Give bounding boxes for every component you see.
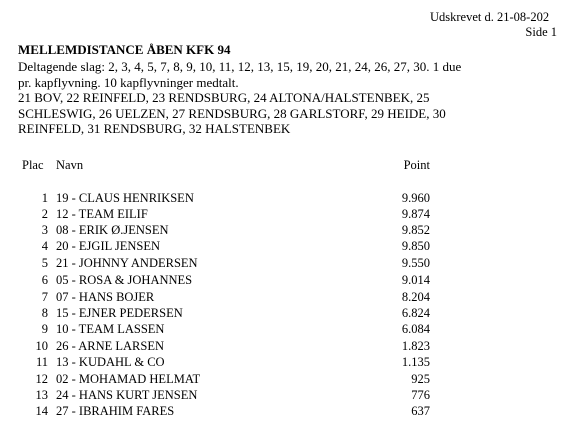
- row-point: 6.824: [401, 306, 430, 320]
- row-point: 8.204: [401, 290, 430, 304]
- description-line: 21 BOV, 22 REINFELD, 23 RENDSBURG, 24 ALTONA/HALSTENBEK, 25: [18, 90, 430, 105]
- row-name: 20 - EJGIL JENSEN: [56, 239, 161, 253]
- row-plac: 6: [41, 273, 48, 287]
- print-header: [430, 10, 565, 40]
- row-name: 26 - ARNE LARSEN: [56, 339, 164, 353]
- table-row: [0, 238, 565, 254]
- row-plac: 8: [41, 306, 48, 320]
- table-row: [0, 321, 565, 337]
- row-point: 776: [411, 388, 430, 402]
- table-row: [0, 255, 565, 271]
- row-name: 13 - KUDAHL & CO: [56, 355, 165, 369]
- row-plac: 1: [41, 191, 48, 205]
- printed-date: Udskrevet d. 21-08-202: [430, 10, 550, 24]
- row-point: 9.852: [401, 223, 430, 237]
- row-point: 1.135: [401, 355, 430, 369]
- row-name: 07 - HANS BOJER: [56, 290, 155, 304]
- row-name: 08 - ERIK Ø.JENSEN: [56, 223, 169, 237]
- row-point: 637: [411, 404, 430, 418]
- row-plac: 10: [35, 339, 48, 353]
- row-name: 15 - EJNER PEDERSEN: [56, 306, 183, 320]
- table-row: [0, 206, 565, 222]
- description-line: pr. kapflyvning. 10 kapflyvninger medtalt.: [18, 74, 239, 90]
- row-plac: 7: [41, 290, 48, 304]
- row-plac: 12: [35, 372, 48, 386]
- row-plac: 3: [41, 223, 48, 237]
- page-number: Side 1: [525, 25, 557, 39]
- row-name: 10 - TEAM LASSEN: [56, 322, 165, 336]
- row-plac: 11: [35, 355, 48, 369]
- table-row: [0, 387, 565, 403]
- row-plac: 14: [35, 404, 48, 418]
- table-row: [0, 222, 565, 238]
- row-plac: 9: [41, 322, 48, 336]
- description-line: Deltagende slag: 2, 3, 4, 5, 7, 8, 9, 10, 11, 12, 13, 15, 19, 20, 21, 24, 26, 27, 30. 1 due: [18, 59, 462, 74]
- table-row: [0, 371, 565, 387]
- row-name: 19 - CLAUS HENRIKSEN: [56, 191, 194, 205]
- row-name: 24 - HANS KURT JENSEN: [56, 388, 198, 402]
- row-name: 12 - TEAM EILIF: [56, 207, 148, 221]
- row-plac: 5: [41, 256, 48, 270]
- row-point: 925: [411, 372, 430, 386]
- description-line: SCHLESWIG, 26 UELZEN, 27 RENDSBURG, 28 GARLSTORF, 29 HEIDE, 30: [18, 105, 446, 121]
- table-row: [0, 272, 565, 288]
- table-row: [0, 338, 565, 354]
- row-point: 9.550: [401, 256, 430, 270]
- row-plac: 13: [35, 388, 48, 402]
- column-header-name: Navn: [56, 158, 84, 172]
- table-row: [0, 305, 565, 321]
- row-plac: 2: [41, 207, 48, 221]
- row-point: 1.823: [401, 339, 430, 353]
- column-header-plac: Plac: [22, 158, 44, 172]
- row-point: 9.014: [401, 273, 430, 287]
- description-line: REINFELD, 31 RENDSBURG, 32 HALSTENBEK: [18, 121, 291, 136]
- row-point: 9.960: [401, 191, 430, 205]
- row-name: 27 - IBRAHIM FARES: [56, 404, 175, 418]
- row-point: 6.084: [401, 322, 430, 336]
- description: [18, 59, 518, 137]
- row-point: 9.874: [401, 207, 430, 221]
- column-header-point: Point: [403, 158, 430, 172]
- table-row: [0, 289, 565, 305]
- table-row: [0, 403, 565, 419]
- table-row: [0, 354, 565, 370]
- row-point: 9.850: [401, 239, 430, 253]
- table-row: [0, 190, 565, 206]
- row-name: 21 - JOHNNY ANDERSEN: [56, 256, 198, 270]
- document-title: MELLEMDISTANCE ÅBEN KFK 94: [18, 42, 231, 57]
- row-name: 05 - ROSA & JOHANNES: [56, 273, 193, 287]
- row-plac: 4: [41, 239, 48, 253]
- row-name: 02 - MOHAMAD HELMAT: [56, 372, 201, 386]
